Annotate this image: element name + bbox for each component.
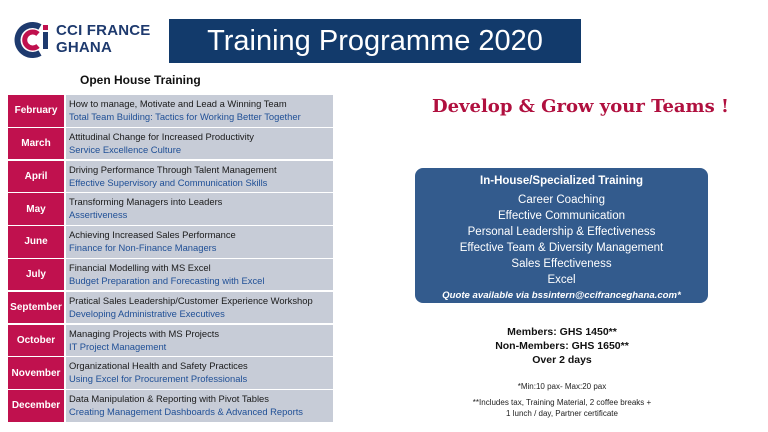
logo-line-1: CCI FRANCE xyxy=(56,22,151,39)
quote-contact[interactable]: Quote available via bssintern@ccifranceghana.com* xyxy=(442,290,681,301)
page-title: Training Programme 2020 xyxy=(169,19,581,63)
logo-text xyxy=(56,22,151,56)
course-cell xyxy=(66,292,333,324)
month-label: September xyxy=(8,292,64,324)
course-subtitle: Developing Administrative Executives xyxy=(69,307,225,319)
schedule-row xyxy=(8,193,333,225)
course-title: Financial Modelling with MS Excel xyxy=(69,261,211,273)
members-price: Members: GHS 1450** xyxy=(507,326,617,338)
schedule-row xyxy=(8,226,333,258)
course-title: Data Manipulation & Reporting with Pivot Tables xyxy=(69,393,269,405)
month-label: October xyxy=(8,325,64,357)
course-subtitle: IT Project Management xyxy=(69,340,167,352)
course-title: How to manage, Motivate and Lead a Winning Team xyxy=(69,98,287,109)
cci-logo-icon xyxy=(14,20,54,60)
schedule-row xyxy=(8,357,333,389)
schedule-row xyxy=(8,325,333,357)
inhouse-item: Effective Team & Diversity Management xyxy=(459,242,664,254)
pax-note: *Min:10 pax- Max:20 pax xyxy=(517,382,607,391)
month-label: February xyxy=(8,95,64,127)
inhouse-item: Personal Leadership & Effectiveness xyxy=(467,226,656,238)
course-subtitle: Service Excellence Culture xyxy=(69,143,182,155)
open-house-label: Open House Training xyxy=(80,73,201,87)
schedule-row xyxy=(8,390,333,422)
course-cell xyxy=(66,259,333,291)
course-subtitle: Creating Management Dashboards & Advanced Reports xyxy=(69,406,303,418)
course-subtitle: Total Team Building: Tactics for Working Better Together xyxy=(69,111,301,122)
inhouse-heading: In-House/Specialized Training xyxy=(480,175,643,187)
course-cell xyxy=(66,357,333,389)
schedule-row xyxy=(8,259,333,291)
inhouse-list xyxy=(415,192,708,288)
duration: Over 2 days xyxy=(532,354,592,366)
course-cell xyxy=(66,128,333,160)
course-title: Organizational Health and Safety Practices xyxy=(69,360,248,372)
month-label: April xyxy=(8,161,64,193)
non-members-price: Non-Members: GHS 1650** xyxy=(495,340,629,352)
course-cell xyxy=(66,193,333,225)
schedule-row xyxy=(8,161,333,193)
course-title: Achieving Increased Sales Performance xyxy=(69,229,236,241)
course-subtitle: Using Excel for Procurement Professionals xyxy=(69,373,248,385)
inhouse-item: Career Coaching xyxy=(518,194,605,206)
cci-logo xyxy=(14,18,164,62)
course-title: Pratical Sales Leadership/Customer Experience Workshop xyxy=(69,294,313,306)
course-subtitle: Budget Preparation and Forecasting with Excel xyxy=(69,274,265,286)
training-schedule xyxy=(8,95,333,423)
course-title: Transforming Managers into Leaders xyxy=(69,196,223,208)
month-label: May xyxy=(8,193,64,225)
schedule-row xyxy=(8,128,333,160)
includes-note: **Includes tax, Training Material, 2 coffee breaks + 1 lunch / day, Partner certificate xyxy=(472,398,652,418)
footnotes xyxy=(470,381,654,419)
course-cell xyxy=(66,325,333,357)
schedule-row xyxy=(8,292,333,324)
course-subtitle: Assertiveness xyxy=(69,209,128,221)
month-label: March xyxy=(8,128,64,160)
course-cell xyxy=(66,95,333,127)
inhouse-item: Sales Effectiveness xyxy=(511,258,612,270)
course-cell xyxy=(66,390,333,422)
pricing-block xyxy=(478,325,646,367)
inhouse-item: Effective Communication xyxy=(498,210,625,222)
tagline: Develop & Grow your Teams ! xyxy=(432,96,729,117)
month-label: December xyxy=(8,390,64,422)
schedule-row xyxy=(8,95,333,127)
inhouse-training-panel xyxy=(415,168,708,303)
logo-line-2: GHANA xyxy=(56,39,112,56)
course-subtitle: Effective Supervisory and Communication Skills xyxy=(69,176,268,188)
course-cell xyxy=(66,161,333,193)
month-label: June xyxy=(8,226,64,258)
inhouse-item: Excel xyxy=(547,274,576,286)
course-cell xyxy=(66,226,333,258)
month-label: November xyxy=(8,357,64,389)
course-subtitle: Finance for Non-Finance Managers xyxy=(69,242,217,254)
course-title: Attitudinal Change for Increased Productivity xyxy=(69,130,254,142)
course-title: Driving Performance Through Talent Management xyxy=(69,163,277,175)
month-label: July xyxy=(8,259,64,291)
course-title: Managing Projects with MS Projects xyxy=(69,327,220,339)
